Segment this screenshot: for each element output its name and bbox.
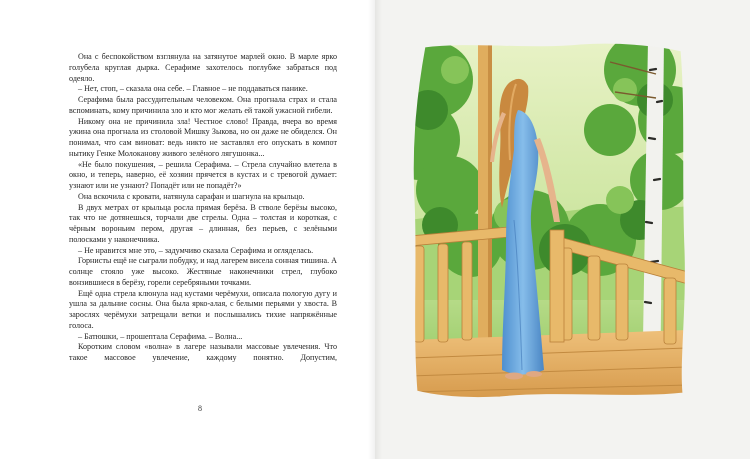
page-number: 8 [198,404,202,413]
paragraph: Коротким словом «волна» в лагере называли массовые увлечения. Что такое массовое увлечение, каждому понятно. Допустим, [69,342,337,362]
paragraph: – Не нравится мне это, – задумчиво сказала Серафима и огляделась. [78,245,314,255]
paragraph: В двух метрах от крыльца росла прямая берёза. В стволе берёзы высоко, так что не дотянешься, торчали две стрелы. Одна – толстая и короткая, с чёрным вороньим пером, другая – длинная, без перьев, с зелёными полосками у наконечника. [69,202,337,244]
paragraph: Она с беспокойством взглянула на затянутое марлей окно. В марле ярко голубела круглая дырка. Серафиме захотелось поглубже забраться под одеяло. [69,52,337,83]
paragraph: Серафима была рассудительным человеком. Она прогнала страх и стала вспоминать, кому причинила зло и кто мог желать ей такой ужасной гибели. [69,95,337,115]
paragraph: Горнисты ещё не сыграли побудку, и над лагерем висела сонная тишина. А солнце стояло уже высоко. Жестяные наконечники стрел, глубоко вонзившиеся в берёзу, горели серебряными точками. [69,256,337,287]
paragraph: «Не было покушения, – решила Серафима. – Стрела случайно влетела в окно, и теперь, наверно, её хозяин прячется в кустах и с тревогой думает: узнают или не узнают? Попадёт или не попадёт?» [69,159,337,190]
body-text [69,52,337,364]
paragraph: Ещё одна стрела клюнула над кустами черёмухи, описала пологую дугу и ушла за дальние сосны. Она была ярко-алая, с белыми перьями у хвоста. В зарослях черёмухи затрещали ветки и послышались тихие напряжённые голоса. [69,288,337,330]
paragraph: – Батюшки, – прошептала Серафима. – Волна... [78,331,243,341]
paragraph: Никому она не причинила зла! Честное слово! Правда, вчера во время ужина она прогнала из столовой Мишку Зыкова, но он даже не обиделся. Он понимал, что сам виноват: ведь никто не заставлял его опускать в компот нытику Генке Молоканову живого зелёного лягушонка... [69,116,337,158]
girl-on-porch-illustration [410,40,688,400]
paragraph: Она вскочила с кровати, натянула сарафан и шагнула на крыльцо. [78,191,305,201]
paragraph: – Нет, стоп, – сказала она себе. – Главное – не поддаваться панике. [78,84,308,94]
book-gutter [368,0,382,459]
